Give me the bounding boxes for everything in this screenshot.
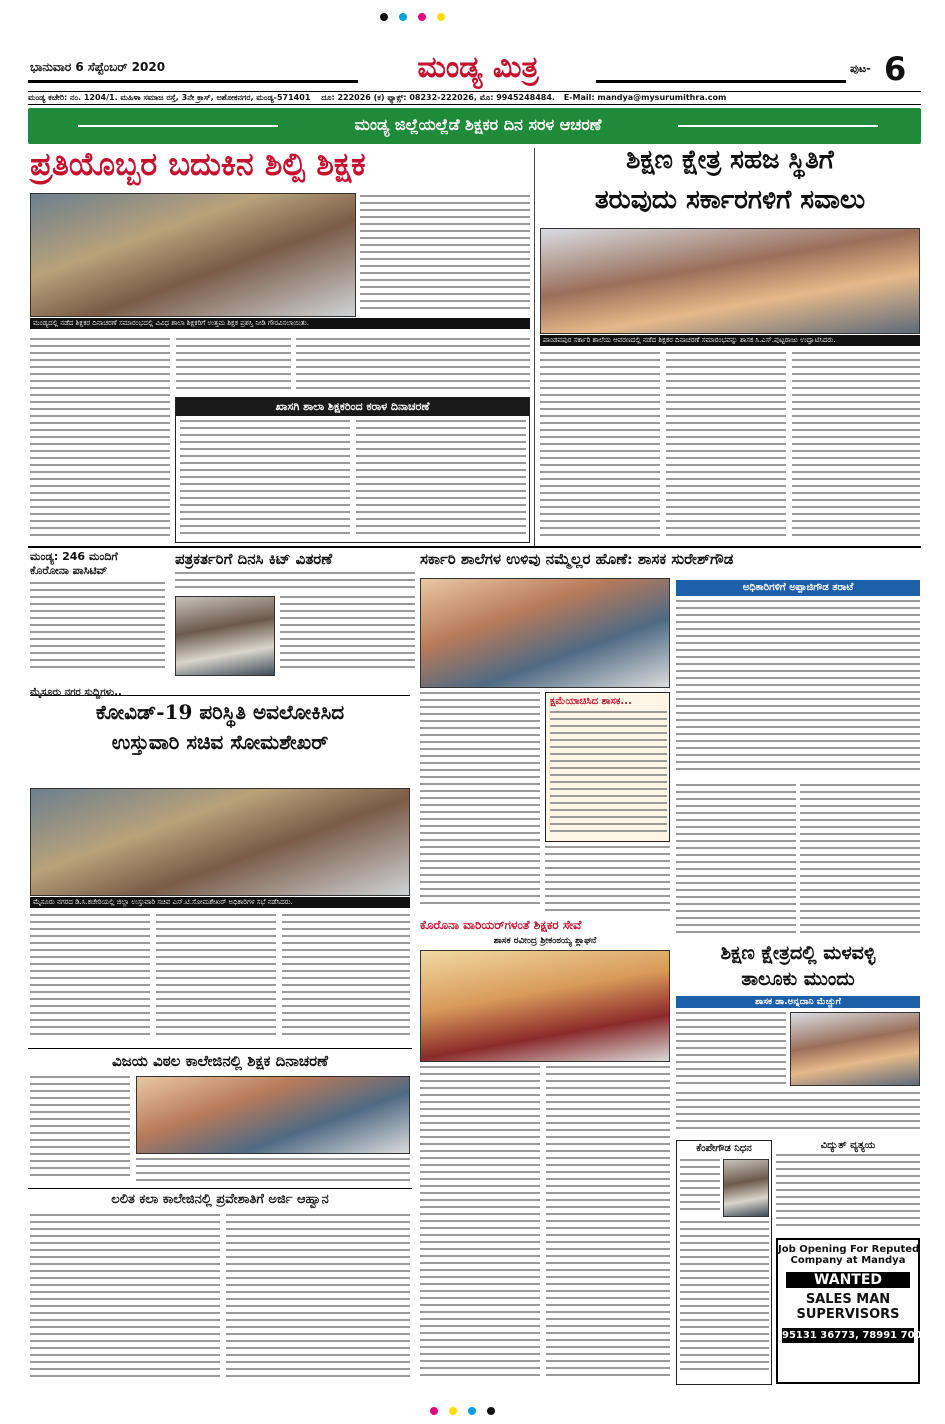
- obituary-photo: [723, 1159, 769, 1217]
- warriors-subheadline: ಶಾಸಕ ರವೀಂದ್ರ ಶ್ರೀಕಂಠಯ್ಯ ಶ್ಲಾಘನೆ: [493, 936, 597, 946]
- newspaper-title: ಮಂಡ್ಯ ಮಿತ್ರ: [417, 50, 539, 85]
- private-school-text-right: [356, 420, 526, 540]
- obituary-text-top: [680, 1159, 720, 1217]
- apology-box: [545, 692, 670, 842]
- left-photo: [30, 193, 356, 317]
- ad-role2: SUPERVISORS: [796, 1307, 900, 1322]
- private-school-title: ಖಾಸಗಿ ಶಾಲಾ ಶಿಕ್ಷಕರಿಂದ ಕರಾಳ ದಿನಾಚರಣೆ: [275, 400, 430, 413]
- right-story-col-1: [540, 352, 660, 544]
- malavalli-headline-1: ಶಿಕ್ಷಣ ಕ್ಷೇತ್ರದಲ್ಲಿ ಮಳವಳ್ಳಿ: [720, 942, 876, 964]
- right-photo-caption: ಪಾಂಡವಪುರ ಸರ್ಕಾರಿ ಶಾಲೆಯ ಆವರಣದಲ್ಲಿ ನಡೆದ ಶಿಕ್ಷಕರ ದಿನಾಚರಣೆ ಸಮಾರಂಭವನ್ನು ಶಾಸಕ ಸಿ.ಎಸ್.ಪುಟ್ಟರಾಜು ಉದ್ಘಾಟಿಸಿದರು.: [540, 335, 920, 346]
- officers-text: [676, 600, 920, 780]
- masthead-rule-left: [28, 80, 358, 83]
- ad-line2: Company at Mandya: [790, 1255, 906, 1266]
- lalitha-headline: ಲಲಿತ ಕಲಾ ಕಾಲೇಜಿನಲ್ಲಿ ಪ್ರವೇಶಾತಿಗೆ ಅರ್ಜಿ ಆಹ್ವಾನ: [111, 1192, 329, 1207]
- malavalli-headline-2: ತಾಲೂಕು ಮುಂದು: [741, 968, 855, 990]
- separator-2: [28, 1048, 412, 1049]
- mysuru-tag-box: [30, 680, 410, 696]
- govt-school-photo: [420, 578, 670, 688]
- registration-marks: [380, 6, 570, 14]
- right-story-col-2: [666, 352, 786, 544]
- covid-review-line2: ಉಸ್ತುವಾರಿ ಸಚಿವ ಸೋಮಶೇಖರ್: [111, 730, 329, 754]
- ad-wanted: WANTED: [786, 1272, 910, 1288]
- private-school-title-bar: [176, 398, 529, 416]
- mysuru-tag: ಮೈಸೂರು ನಗರ ಸುದ್ದಿಗಳು..: [30, 687, 122, 698]
- office-email: E-Mail: mandya@mysurumithra.com: [563, 93, 727, 102]
- page-number: 6: [884, 50, 907, 88]
- covid-count-text: [30, 582, 165, 672]
- masthead-rule-right: [596, 80, 846, 83]
- covid-review-photo: [30, 788, 410, 896]
- separator-1: [28, 546, 921, 548]
- ad-role1: SALES MAN: [805, 1292, 891, 1307]
- warriors-headline: ಕೊರೊನಾ ವಾರಿಯರ್‌ಗಳಂತೆ ಶಿಕ್ಷಕರ ಸೇವೆ: [420, 918, 582, 932]
- left-story-col-1: [30, 338, 170, 543]
- vijaya-headline: ವಿಜಯ ವಿಠಲ ಕಾಲೇಜಿನಲ್ಲಿ ಶಿಕ್ಷಕ ದಿನಾಚರಣೆ: [111, 1052, 328, 1070]
- vijaya-text-bottom: [136, 1158, 410, 1186]
- notice-text: [776, 1154, 920, 1234]
- covid-review-col-3: [282, 914, 410, 1044]
- obituary-box: [676, 1140, 772, 1385]
- covid-count-subtitle: ಕೊರೋನಾ ಪಾಸಿಟಿವ್: [30, 564, 108, 577]
- private-school-text-left: [180, 420, 350, 540]
- right-photo: [540, 228, 920, 334]
- lalitha-text-left: [30, 1214, 220, 1384]
- left-headline: ಪ್ರತಿಯೊಬ್ಬರ ಬದುಕಿನ ಶಿಲ್ಪಿ ಶಿಕ್ಷಕ: [30, 145, 366, 183]
- obituary-title: ಕೆಂಪೇಗೌಡ ನಿಧನ: [696, 1143, 752, 1154]
- warriors-text-left: [420, 1066, 540, 1384]
- lalitha-text-right: [226, 1214, 410, 1384]
- apology-box-title: ಕ್ಷಮೆಯಾಚಿಸಿದ ಶಾಸಕ...: [550, 696, 632, 707]
- obituary-text: [680, 1221, 769, 1381]
- warriors-photo: [420, 950, 670, 1062]
- office-phone: ದೂ: 222026 (ಕ) ಫ್ಯಾಕ್ಸ್: 08232-222026, ಮೊ: 9945248484.: [321, 93, 555, 102]
- covid-count-box: [30, 550, 165, 675]
- column-divider: [534, 148, 535, 546]
- covid-review-col-2: [156, 914, 276, 1044]
- banner-rule-right: [678, 125, 878, 127]
- office-address: ಮಂಡ್ಯ ಕಚೇರಿ: ನಂ. 1204/1. ಮಹಿಳಾ ಸಮಾಜ ರಸ್ತೆ, 3ನೇ ಕ್ರಾಸ್, ಅಶೋಕನಗರ, ಮಂಡ್ಯ-571401: [28, 93, 311, 102]
- page-label: ಪುಟ-: [850, 62, 871, 75]
- left-story-col-right: [360, 195, 530, 320]
- journalists-text-right: [280, 596, 415, 676]
- malavalli-text-full: [676, 1092, 920, 1138]
- left-story-col-3: [296, 338, 530, 394]
- left-photo-caption: ಮಂಡ್ಯದಲ್ಲಿ ನಡೆದ ಶಿಕ್ಷಕರ ದಿನಾಚರಣೆ ಸಮಾರಂಭದಲ್ಲಿ ವಿವಿಧ ಶಾಲಾ ಶಿಕ್ಷಕರಿಗೆ ಉತ್ತಮ ಶಿಕ್ಷಕ ಪ್ರಶಸ್ತಿ ನೀಡಿ ಗೌರವಿಸಲಾಯಿತು.: [30, 318, 530, 329]
- bottom-registration-marks: [430, 1400, 550, 1408]
- vijaya-photo: [136, 1076, 410, 1154]
- malavalli-photo: [790, 1012, 920, 1086]
- covid-count-title: ಮಂಡ್ಯ: 246 ಮಂದಿಗೆ: [30, 550, 118, 563]
- malavalli-text-left: [676, 1012, 786, 1088]
- notice-title: ವಿದ್ಯುತ್ ವ್ಯತ್ಯಯ: [820, 1140, 876, 1151]
- govt-school-text-lower: [545, 846, 670, 914]
- journalists-photo: [175, 596, 275, 676]
- officers-bar: ಅಧಿಕಾರಿಗಳಿಗೆ ಅಪ್ಪಾಜಿಗೌಡ ತರಾಟೆ: [676, 580, 920, 596]
- warriors-text-right: [546, 1066, 670, 1384]
- ad-line1: Job Opening For Reputed: [778, 1244, 920, 1255]
- private-school-box: [175, 397, 530, 543]
- job-ad: [776, 1238, 936, 1384]
- address-bar: [28, 91, 921, 105]
- covid-review-caption: ಮೈಸೂರು ನಗರದ ಡಿ.ಸಿ.ಕಚೇರಿಯಲ್ಲಿ ಜಿಲ್ಲಾ ಉಸ್ತುವಾರಿ ಸಚಿವ ಎಸ್.ಟಿ.ಸೋಮಶೇಖರ್ ಅಧಿಕಾರಿಗಳ ಸಭೆ ನಡೆಸಿದರು.: [30, 897, 410, 908]
- right-story-col-3: [792, 352, 920, 544]
- section-banner: [28, 108, 921, 144]
- notice-box: [776, 1140, 920, 1236]
- malavalli-subheadline: ಶಾಸಕ ಡಾ.ಅನ್ನದಾನಿ ಮೆಚ್ಚುಗೆ: [676, 996, 920, 1008]
- covid-review-line1: ಕೋವಿಡ್-19 ಪರಿಸ್ಥಿತಿ ಅವಲೋಕಿಸಿದ: [95, 700, 345, 724]
- left-story-col-2: [176, 338, 291, 394]
- issue-date: ಭಾನುವಾರ 6 ಸೆಪ್ಟೆಂಬರ್ 2020: [30, 60, 166, 74]
- officers-text-lower-left: [676, 784, 796, 939]
- right-headline-line1: ಶಿಕ್ಷಣ ಕ್ಷೇತ್ರ ಸಹಜ ಸ್ಥಿತಿಗೆ: [626, 145, 834, 175]
- covid-review-col-1: [30, 914, 150, 1044]
- banner-text: ಮಂಡ್ಯ ಜಿಲ್ಲೆಯಲ್ಲೆಡೆ ಶಿಕ್ಷಕರ ದಿನ ಸರಳ ಆಚರಣೆ: [354, 115, 602, 134]
- govt-school-headline: ಸರ್ಕಾರಿ ಶಾಲೆಗಳ ಉಳಿವು ನಮ್ಮೆಲ್ಲರ ಹೊಣೆ: ಶಾಸಕ ಸುರೇಶ್‌ಗೌಡ: [420, 550, 734, 568]
- journalists-headline: ಪತ್ರಕರ್ತರಿಗೆ ದಿನಸಿ ಕಿಟ್ ವಿತರಣೆ: [175, 550, 333, 568]
- govt-school-text-left: [420, 692, 540, 914]
- banner-rule-left: [78, 125, 278, 127]
- vijaya-text-left: [30, 1076, 130, 1186]
- officers-text-lower-right: [800, 784, 920, 939]
- masthead: [28, 50, 921, 94]
- ad-phones: 95131 36773, 78991 70001: [782, 1330, 936, 1341]
- right-headline-line2: ತರುವುದು ಸರ್ಕಾರಗಳಿಗೆ ಸವಾಲು: [594, 185, 866, 215]
- journalists-intro: [175, 572, 415, 594]
- apology-box-text: [550, 711, 667, 839]
- separator-3: [28, 1188, 412, 1189]
